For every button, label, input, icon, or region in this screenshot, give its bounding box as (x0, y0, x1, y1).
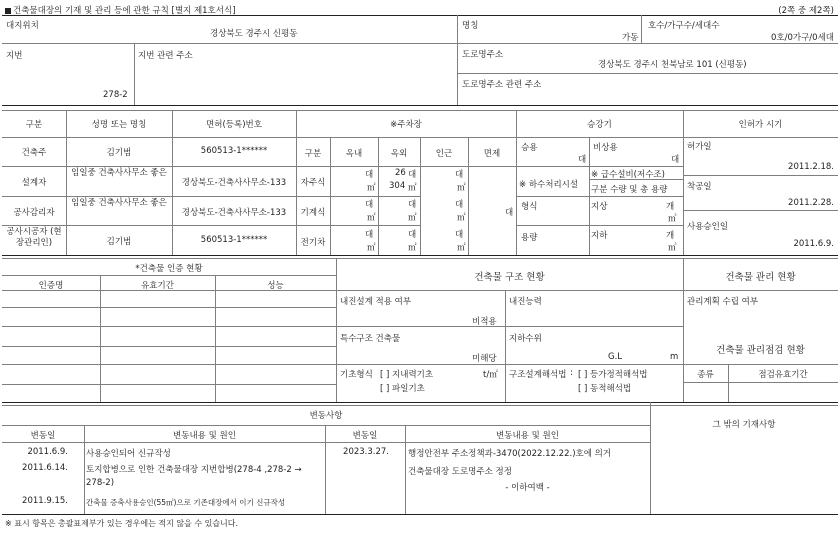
change-text-end: - 이하여백 - (505, 483, 550, 493)
parking-col-indoor: 옥내 (345, 149, 363, 159)
foundation-opt-bearing: [ ] 지내력기초 (380, 370, 434, 380)
parking-col-outdoor: 옥외 (390, 149, 408, 159)
parking-indoor-unit: 대 (365, 200, 374, 210)
parking-outdoor-count: 26 (395, 168, 406, 178)
change-text: 건축물대장 도로명주소 정정 (408, 467, 512, 477)
quake-design-label: 내진설계 적용 여부 (340, 297, 412, 307)
parking-near-unit: 대 (455, 200, 464, 210)
building-name-label: 명칭 (462, 21, 479, 31)
sewage-form-label: 형식 (521, 202, 538, 212)
people-row-license: 경상북도-건축사사무소-133 (181, 208, 287, 218)
analysis-colon: : (570, 368, 573, 378)
change-date: 2011.9.15. (22, 496, 68, 506)
lot-number-value: 278-2 (103, 90, 128, 100)
changes-title: 변동사항 (309, 411, 343, 421)
parking-outdoor-unit: 대 (408, 230, 417, 240)
approval-date: 2011.6.9. (793, 239, 834, 249)
certification-title: *건축물 인증 현황 (135, 264, 203, 274)
people-row-name: 김기범 (106, 237, 132, 247)
analysis-opt-dynamic: [ ] 동적해석법 (578, 384, 632, 394)
changes-col-date-2: 변동일 (352, 431, 378, 441)
people-row-type: 공사감리자 (13, 208, 55, 218)
water-supply-sub: 구분 수량 및 총 용량 (591, 185, 668, 195)
parking-outdoor-area: ㎡ (408, 213, 417, 223)
water-under-m3: ㎥ (668, 243, 677, 253)
parking-col-type: 구분 (304, 149, 322, 159)
changes-col-date: 변동일 (30, 431, 56, 441)
people-row-type: 건축주 (21, 148, 47, 158)
page-indicator: (2쪽 중 제2쪽) (778, 6, 834, 16)
water-supply-title: ※ 급수설비(저수조) (591, 170, 665, 180)
water-under-unit: 개 (666, 231, 675, 241)
management-title: 건축물 관리 현황 (725, 272, 796, 283)
foundation-label: 기초형식 (340, 370, 373, 380)
water-ground-label: 지상 (591, 202, 608, 212)
other-notes-title: 그 밖의 기재사항 (712, 420, 776, 430)
people-col-name: 성명 또는 명칭 (91, 120, 147, 130)
parking-col-nearby: 인근 (435, 149, 453, 159)
parking-row-type: 기계식 (300, 208, 326, 218)
change-date: 2011.6.14. (22, 463, 68, 473)
start-label: 착공일 (687, 182, 712, 192)
elevator-passenger-unit: 대 (578, 155, 587, 165)
groundwater-unit: m (670, 352, 679, 362)
sewage-capacity-label: 용량 (521, 233, 538, 243)
elevator-emergency-label: 비상용 (593, 143, 618, 153)
form-title-text: 건축물대장의 기재 및 관리 등에 관한 규칙 [별지 제1호서식] (13, 6, 236, 16)
permits-title: 인허가 시기 (738, 120, 783, 130)
site-location-label: 대지위치 (6, 21, 39, 31)
cert-col-name: 인증명 (38, 281, 64, 291)
parking-col-exempt: 면제 (483, 149, 501, 159)
change-text: 행정안전부 주소정책과-3470(2022.12.22.)호에 의거 (408, 449, 612, 459)
cert-col-period: 유효기간 (141, 281, 174, 291)
foundation-opt-pile: [ ] 파일기초 (380, 384, 425, 394)
elevator-emergency-unit: 대 (671, 155, 680, 165)
special-structure-label: 특수구조 건축물 (340, 334, 401, 344)
changes-col-content-2: 변동내용 및 원인 (496, 431, 559, 441)
road-related-label: 도로명주소 관련 주소 (462, 80, 542, 90)
people-row-name: 임일중 건축사사무소 좋은 (71, 168, 167, 178)
parking-row-type: 전기차 (300, 238, 326, 248)
site-location-value: 경상북도 경주시 신평동 (210, 29, 298, 39)
parking-outdoor-unit: 대 (408, 200, 417, 210)
parking-near-area: ㎡ (457, 213, 466, 223)
change-text: 278-2) (86, 478, 115, 488)
management-plan-label: 관리계획 수립 여부 (687, 297, 759, 307)
water-ground-m3: ㎥ (668, 214, 677, 224)
parking-indoor-area: ㎡ (367, 213, 376, 223)
unit-count-label: 호수/가구수/세대수 (648, 21, 720, 31)
people-row-type: 설계자 (21, 178, 47, 188)
road-address-value: 경상북도 경주시 천북남로 101 (신평동) (598, 60, 747, 70)
quake-design-value: 비적용 (472, 317, 497, 327)
water-ground-unit: 개 (666, 202, 675, 212)
people-col-type: 구분 (25, 120, 43, 130)
parking-near-area: ㎡ (457, 243, 466, 253)
analysis-label: 구조설계해석법 (509, 370, 567, 380)
change-date: 2011.6.9. (27, 447, 68, 457)
permit-label: 허가일 (687, 142, 712, 152)
square-bullet-icon (5, 8, 11, 14)
road-address-label: 도로명주소 (462, 50, 504, 60)
elevator-passenger-label: 승용 (521, 143, 538, 153)
parking-outdoor-area: ㎡ (408, 243, 417, 253)
parking-indoor-area: ㎡ (367, 183, 376, 193)
approval-label: 사용승인일 (687, 222, 729, 232)
permit-date: 2011.2.18. (788, 162, 834, 172)
cert-col-performance: 성능 (267, 281, 284, 291)
parking-indoor-unit: 대 (365, 230, 374, 240)
groundwater-gl: G.L (608, 352, 623, 362)
parking-near-unit: 대 (455, 170, 464, 180)
sewage-label: ※ 하수처리시설 (519, 180, 579, 190)
special-structure-value: 미해당 (472, 354, 497, 364)
inspection-col-period: 점검유효기간 (758, 370, 808, 380)
parking-indoor-unit: 대 (365, 170, 374, 180)
change-text: 사용승인되어 신규작성 (86, 449, 171, 459)
people-row-type: 공사시공자 (현장관리인) (6, 227, 62, 248)
inspection-col-type: 종류 (697, 370, 714, 380)
parking-title: ※주차장 (390, 120, 422, 130)
parking-outdoor-unit: 대 (408, 170, 417, 180)
parking-row-type: 자주식 (300, 178, 326, 188)
change-text: 간축물 증축사용승인(55㎡)으로 기존대장에서 이기 신규작성 (86, 498, 286, 507)
parking-outdoor-area: ㎡ (408, 183, 417, 193)
start-date: 2011.2.28. (788, 198, 834, 208)
analysis-opt-static: [ ] 등가정적해석법 (578, 370, 648, 380)
lot-related-label: 지번 관련 주소 (138, 51, 193, 61)
inspection-title: 건축물 관리점검 현황 (716, 345, 805, 356)
groundwater-label: 지하수위 (509, 334, 542, 344)
parking-near-area: ㎡ (457, 183, 466, 193)
parking-exempt-unit: 대 (505, 208, 514, 218)
water-under-label: 지하 (591, 231, 608, 241)
change-date: 2023.3.27. (343, 447, 389, 457)
parking-indoor-area: ㎡ (367, 243, 376, 253)
structure-title: 건축물 구조 현황 (474, 272, 545, 283)
lot-number-label: 지번 (6, 51, 23, 61)
elevator-title: 승강기 (587, 120, 612, 130)
people-row-license: 560513-1****** (200, 235, 268, 245)
people-row-name: 김기범 (106, 148, 132, 158)
change-text: 토지합병으로 인한 건축물대장 지번합병(278-4 ,278-2 → (86, 465, 302, 475)
foundation-unit: t/㎡ (483, 370, 498, 380)
unit-count-value: 0호/0가구/0세대 (770, 33, 834, 43)
footnote: ※ 표시 항목은 총괄표제부가 있는 경우에는 적지 않을 수 있습니다. (5, 519, 239, 528)
parking-outdoor-area-num: 304 (389, 181, 406, 191)
people-row-name: 임일중 건축사사무소 좋은 (71, 198, 167, 208)
people-col-license: 면허(등록)번호 (206, 120, 262, 130)
people-row-license: 경상북도-건축사사무소-133 (181, 178, 287, 188)
parking-near-unit: 대 (455, 230, 464, 240)
quake-capacity-label: 내진능력 (509, 297, 542, 307)
building-dong: 가동 (622, 33, 639, 43)
changes-col-content: 변동내용 및 원인 (173, 431, 236, 441)
people-row-license: 560513-1****** (200, 146, 268, 156)
